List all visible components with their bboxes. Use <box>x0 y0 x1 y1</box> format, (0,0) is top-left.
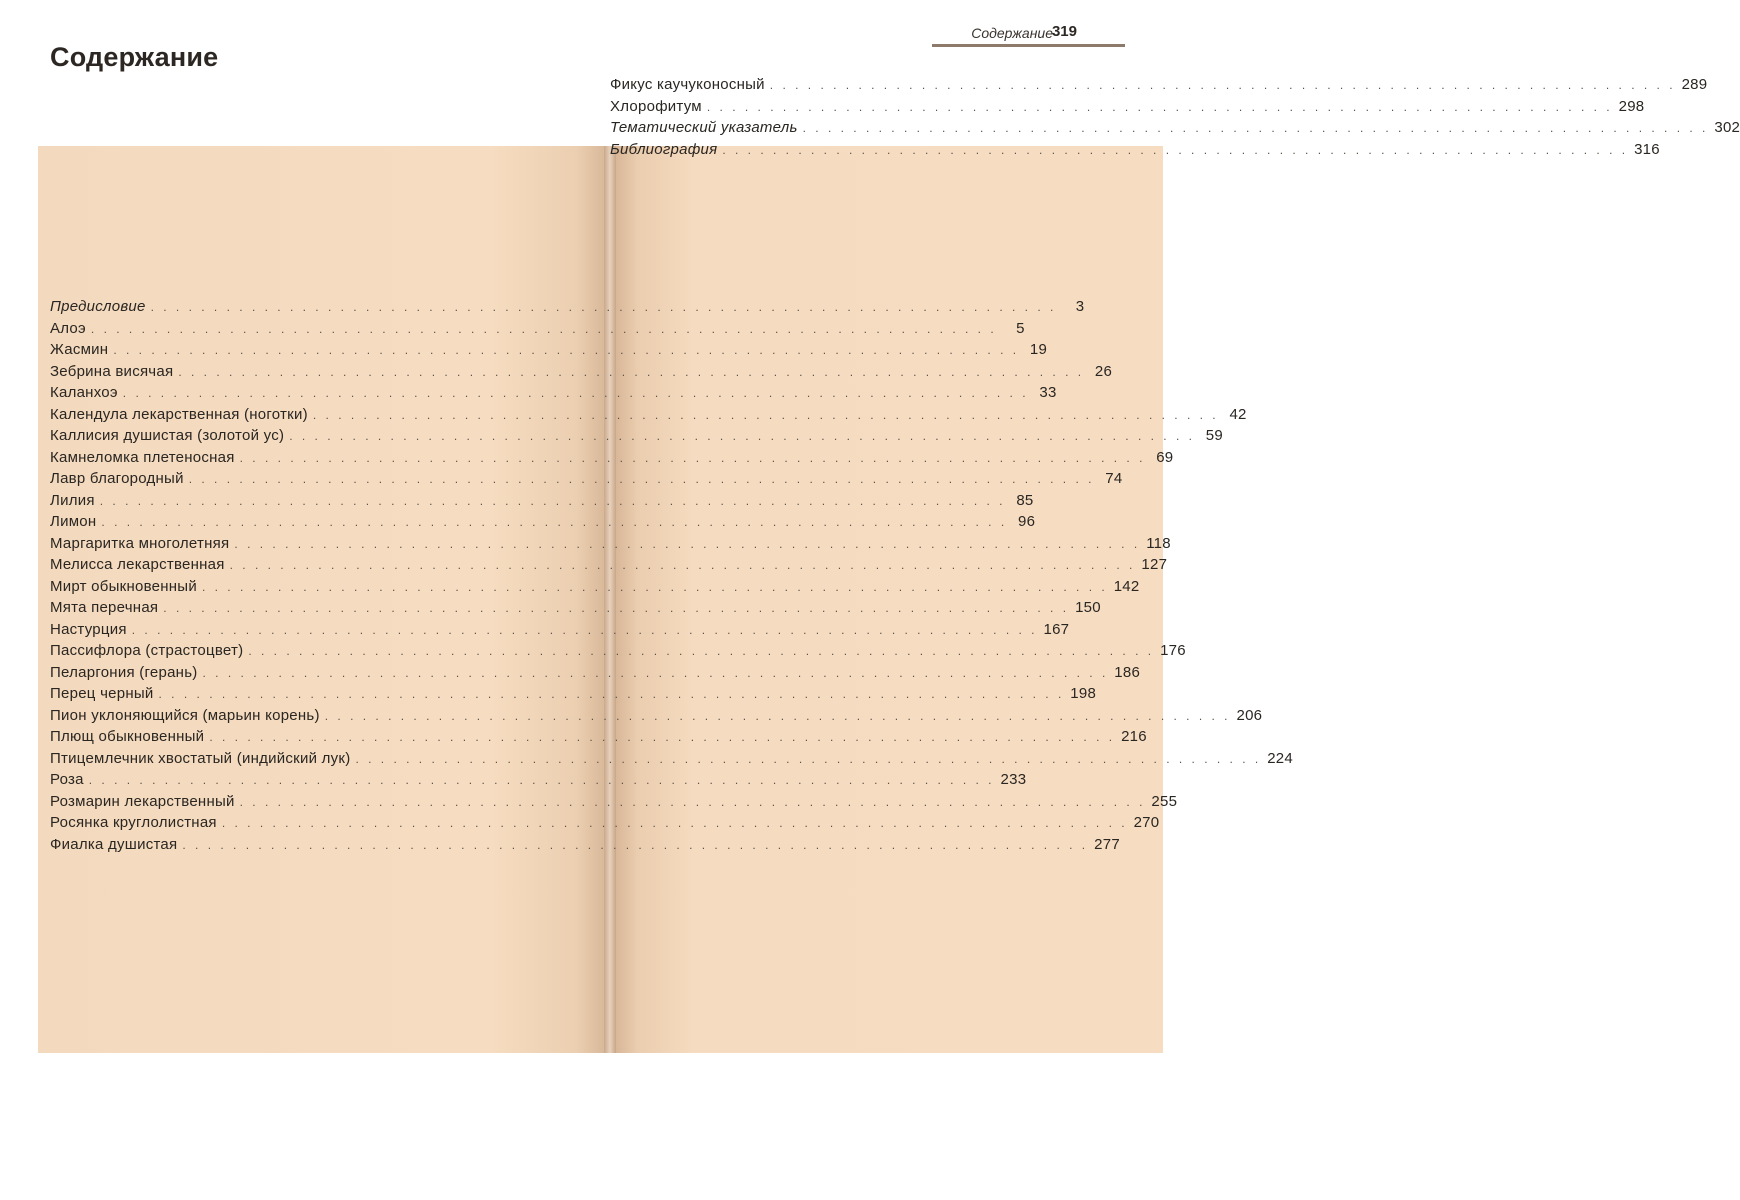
toc-entry-label: Лавр благородный <box>50 470 184 487</box>
toc-entry <box>50 511 1036 533</box>
toc-entry <box>50 748 1293 770</box>
toc-entry <box>50 662 1141 684</box>
toc-entry-page-number: 216 <box>1121 728 1147 745</box>
toc-entry <box>610 96 1645 118</box>
dot-leader: . . . . . . . . . . . . . . . . . . . . . . . . . . . . . . . . . . . . . . . . . . . . . . . . . . . . . . . . . . . . . . . . . . . . . . . . <box>182 837 1089 852</box>
running-head-label: Содержание <box>971 25 1053 41</box>
dot-leader: . . . . . . . . . . . . . . . . . . . . . . . . . . . . . . . . . . . . . . . . . . . . . . . . . . . . . . . . . . . . . . . . . . . . . . . . <box>706 99 1613 114</box>
dot-leader: . . . . . . . . . . . . . . . . . . . . . . . . . . . . . . . . . . . . . . . . . . . . . . . . . . . . . . . . . . . . . . . . . . . . . . . . <box>88 773 995 787</box>
toc-entry-label: Хлорофитум <box>610 97 702 115</box>
toc-entry-label: Мирт обыкновенный <box>50 577 197 595</box>
dot-leader: . . . . . . . . . . . . . . . . . . . . . . . . . . . . . . . . . . . . . . . . . . . . . . . . . . . . . . . . . . . . . . . . . . . . . . . . <box>188 472 1095 486</box>
toc-entry-page-number: 5 <box>1016 319 1025 337</box>
toc-entry-label: Пеларгония (герань) <box>50 663 198 681</box>
toc-entry <box>610 74 1708 96</box>
dot-leader: . . . . . . . . . . . . . . . . . . . . . . . . . . . . . . . . . . . . . . . . . . . . . . . . . . . . . . . . . . . . . . . . . . . . . . . . <box>90 321 997 336</box>
toc-entry <box>50 726 1147 748</box>
toc-entry-page-number: 277 <box>1094 835 1120 853</box>
toc-entry-page-number: 186 <box>1114 663 1141 681</box>
dot-leader: . . . . . . . . . . . . . . . . . . . . . . . . . . . . . . . . . . . . . . . . . . . . . . . . . . . . . . . . . . . . . . . . . . . . . . . . <box>131 622 1038 637</box>
toc-entry-page-number: 142 <box>1113 577 1140 595</box>
dot-leader: . . . . . . . . . . . . . . . . . . . . . . . . . . . . . . . . . . . . . . . . . . . . . . . . . . . . . . . . . . . . . . . . . . . . . . . . <box>101 515 1008 529</box>
dot-leader: . . . . . . . . . . . . . . . . . . . . . . . . . . . . . . . . . . . . . . . . . . . . . . . . . . . . . . . . . . . . . . . . . . . . . . . . <box>289 429 1195 443</box>
toc-entry <box>50 597 1101 619</box>
toc-entry <box>50 834 1120 856</box>
toc-entry-label: Маргаритка многолетняя <box>50 534 230 552</box>
toc-entry-page-number: 69 <box>1156 448 1174 466</box>
toc-entry-page-number: 198 <box>1070 685 1097 702</box>
toc-entry <box>50 382 1057 404</box>
page-title: Содержание <box>50 42 219 72</box>
toc-entry <box>50 468 1123 490</box>
dot-leader: . . . . . . . . . . . . . . . . . . . . . . . . . . . . . . . . . . . . . . . . . . . . . . . . . . . . . . . . . . . . . . . . . . . . . . . . <box>239 450 1146 465</box>
toc-entry <box>610 117 1740 139</box>
dot-leader: . . . . . . . . . . . . . . . . . . . . . . . . . . . . . . . . . . . . . . . . . . . . . . . . . . . . . . . . . . . . . . . . . . . . . . . . <box>355 751 1262 766</box>
toc-entry <box>50 490 1034 512</box>
toc-entry-label: Алоэ <box>50 319 86 337</box>
toc-entry-page-number: 26 <box>1094 362 1113 380</box>
toc-entry-page-number: 74 <box>1105 470 1123 487</box>
dot-leader: . . . . . . . . . . . . . . . . . . . . . . . . . . . . . . . . . . . . . . . . . . . . . . . . . . . . . . . . . . . . . . . . . . . . . . . . <box>163 601 1070 615</box>
dot-leader: . . . . . . . . . . . . . . . . . . . . . . . . . . . . . . . . . . . . . . . . . . . . . . . . . . . . . . . . . . . . . . . . . . . . . . . . <box>99 493 1006 508</box>
dot-leader: . . . . . . . . . . . . . . . . . . . . . . . . . . . . . . . . . . . . . . . . . . . . . . . . . . . . . . . . . . . . . . . . . . . . . . . . <box>769 78 1676 92</box>
dot-leader: . . . . . . . . . . . . . . . . . . . . . . . . . . . . . . . . . . . . . . . . . . . . . . . . . . . . . . . . . . . . . . . . . . . . . . . . <box>234 536 1141 551</box>
toc-entry-label: Росянка круглолистная <box>50 814 217 831</box>
dot-leader: . . . . . . . . . . . . . . . . . . . . . . . . . . . . . . . . . . . . . . . . . . . . . . . . . . . . . . . . . . . . . . . . . . . . . . . . <box>722 142 1629 157</box>
dot-leader: . . . . . . . . . . . . . . . . . . . . . . . . . . . . . . . . . . . . . . . . . . . . . . . . . . . . . . . . . . . . . . . . . . . . . . . . <box>209 730 1116 744</box>
toc-entry <box>50 705 1263 727</box>
toc-entry-page-number: 3 <box>1075 298 1085 315</box>
toc-entry-label: Роза <box>50 771 84 788</box>
dot-leader: . . . . . . . . . . . . . . . . . . . . . . . . . . . . . . . . . . . . . . . . . . . . . . . . . . . . . . . . . . . . . . . . . . . . . . . . <box>802 121 1709 135</box>
toc-entry-page-number: 42 <box>1229 405 1247 423</box>
toc-entry <box>610 139 1660 161</box>
toc-entry-label: Плющ обыкновенный <box>50 728 205 745</box>
toc-entry-label: Лилия <box>50 491 95 509</box>
toc-entry <box>50 447 1174 469</box>
toc-entry <box>50 533 1171 555</box>
toc-entry <box>50 318 1025 340</box>
toc-entry-label: Настурция <box>50 620 127 638</box>
dot-leader: . . . . . . . . . . . . . . . . . . . . . . . . . . . . . . . . . . . . . . . . . . . . . . . . . . . . . . . . . . . . . . . . . . . . . . . . <box>312 407 1219 422</box>
toc-entry-page-number: 233 <box>1000 771 1027 788</box>
toc-entry-label: Мята перечная <box>50 599 159 616</box>
dot-leader: . . . . . . . . . . . . . . . . . . . . . . . . . . . . . . . . . . . . . . . . . . . . . . . . . . . . . . . . . . . . . . . . . . . . . . . . <box>239 794 1146 809</box>
toc-entry <box>50 769 1027 791</box>
toc-entry-label: Каллисия душистая (золотой ус) <box>50 427 285 444</box>
toc-entry-label: Тематический указатель <box>610 119 798 136</box>
toc-entry-label: Фикус каучуконосный <box>610 76 765 93</box>
dot-leader: . . . . . . . . . . . . . . . . . . . . . . . . . . . . . . . . . . . . . . . . . . . . . . . . . . . . . . . . . . . . . . . . . . . . . . . . <box>248 644 1155 658</box>
toc-entry <box>50 554 1168 576</box>
toc-entry-page-number: 176 <box>1160 642 1186 659</box>
toc-entry-label: Лимон <box>50 513 97 530</box>
toc-entry <box>50 791 1178 813</box>
toc-entry-page-number: 118 <box>1146 534 1171 552</box>
toc-entry-page-number: 33 <box>1039 384 1057 401</box>
toc-entry-label: Пион уклоняющийся (марьин корень) <box>50 706 320 724</box>
toc-entry-page-number: 298 <box>1618 97 1645 115</box>
toc-list-right <box>610 74 1740 160</box>
dot-leader: . . . . . . . . . . . . . . . . . . . . . . . . . . . . . . . . . . . . . . . . . . . . . . . . . . . . . . . . . . . . . . . . . . . . . . . . <box>324 708 1231 723</box>
toc-entry-page-number: 255 <box>1151 792 1178 810</box>
toc-entry-page-number: 150 <box>1075 599 1101 616</box>
dot-leader: . . . . . . . . . . . . . . . . . . . . . . . . . . . . . . . . . . . . . . . . . . . . . . . . . . . . . . . . . . . . . . . . . . . . . . . . <box>150 300 1057 314</box>
toc-entry <box>50 576 1140 598</box>
dot-leader: . . . . . . . . . . . . . . . . . . . . . . . . . . . . . . . . . . . . . . . . . . . . . . . . . . . . . . . . . . . . . . . . . . . . . . . . <box>178 364 1085 379</box>
toc-entry-page-number: 167 <box>1043 620 1070 638</box>
toc-entry-page-number: 270 <box>1133 814 1160 831</box>
toc-entry-label: Фиалка душистая <box>50 835 178 853</box>
toc-entry-label: Перец черный <box>50 685 154 702</box>
toc-entry <box>50 683 1097 705</box>
toc-entry-page-number: 302 <box>1714 119 1740 136</box>
toc-entry-page-number: 289 <box>1681 76 1708 93</box>
toc-entry <box>50 619 1070 641</box>
dot-leader: . . . . . . . . . . . . . . . . . . . . . . . . . . . . . . . . . . . . . . . . . . . . . . . . . . . . . . . . . . . . . . . . . . . . . . . . <box>158 687 1065 701</box>
toc-entry-page-number: 316 <box>1634 140 1660 158</box>
toc-entry-label: Птицемлечник хвостатый (индийский лук) <box>50 749 351 767</box>
toc-entry <box>50 640 1186 662</box>
toc-entry-label: Библиография <box>610 140 718 158</box>
toc-entry-label: Камнеломка плетеносная <box>50 448 235 466</box>
toc-entry-label: Календула лекарственная (ноготки) <box>50 405 308 423</box>
toc-entry-label: Каланхоэ <box>50 384 118 401</box>
toc-entry-label: Розмарин лекарственный <box>50 792 235 810</box>
running-head-rule <box>932 44 1125 47</box>
dot-leader: . . . . . . . . . . . . . . . . . . . . . . . . . . . . . . . . . . . . . . . . . . . . . . . . . . . . . . . . . . . . . . . . . . . . . . . . <box>113 343 1020 357</box>
toc-entry-label: Зебрина висячая <box>50 362 174 380</box>
toc-entry <box>50 812 1160 834</box>
toc-entry-page-number: 224 <box>1267 749 1293 767</box>
toc-entry-label: Предисловие <box>50 298 146 315</box>
toc-entry-page-number: 206 <box>1236 706 1263 724</box>
toc-entry-page-number: 59 <box>1205 427 1223 444</box>
toc-entry-label: Мелисса лекарственная <box>50 556 225 573</box>
toc-entry <box>50 296 1085 318</box>
dot-leader: . . . . . . . . . . . . . . . . . . . . . . . . . . . . . . . . . . . . . . . . . . . . . . . . . . . . . . . . . . . . . . . . . . . . . . . . <box>122 386 1029 400</box>
toc-entry-page-number: 19 <box>1029 341 1048 358</box>
running-head-page-number: 319 <box>1051 23 1077 40</box>
toc-entry-label: Пассифлора (страстоцвет) <box>50 642 244 659</box>
toc-entry-page-number: 96 <box>1018 513 1036 530</box>
toc-entry <box>50 404 1247 426</box>
running-head <box>940 22 1115 46</box>
dot-leader: . . . . . . . . . . . . . . . . . . . . . . . . . . . . . . . . . . . . . . . . . . . . . . . . . . . . . . . . . . . . . . . . . . . . . . . . <box>221 816 1128 830</box>
toc-entry <box>50 425 1223 447</box>
toc-entry-page-number: 127 <box>1141 556 1168 573</box>
toc-entry-page-number: 85 <box>1016 491 1034 509</box>
dot-leader: . . . . . . . . . . . . . . . . . . . . . . . . . . . . . . . . . . . . . . . . . . . . . . . . . . . . . . . . . . . . . . . . . . . . . . . . <box>229 558 1136 572</box>
toc-entry <box>50 361 1113 383</box>
toc-entry-label: Жасмин <box>50 341 109 358</box>
dot-leader: . . . . . . . . . . . . . . . . . . . . . . . . . . . . . . . . . . . . . . . . . . . . . . . . . . . . . . . . . . . . . . . . . . . . . . . . <box>202 665 1109 680</box>
dot-leader: . . . . . . . . . . . . . . . . . . . . . . . . . . . . . . . . . . . . . . . . . . . . . . . . . . . . . . . . . . . . . . . . . . . . . . . . <box>201 579 1108 594</box>
toc-entry <box>50 339 1048 361</box>
toc-list-left <box>50 296 1293 855</box>
